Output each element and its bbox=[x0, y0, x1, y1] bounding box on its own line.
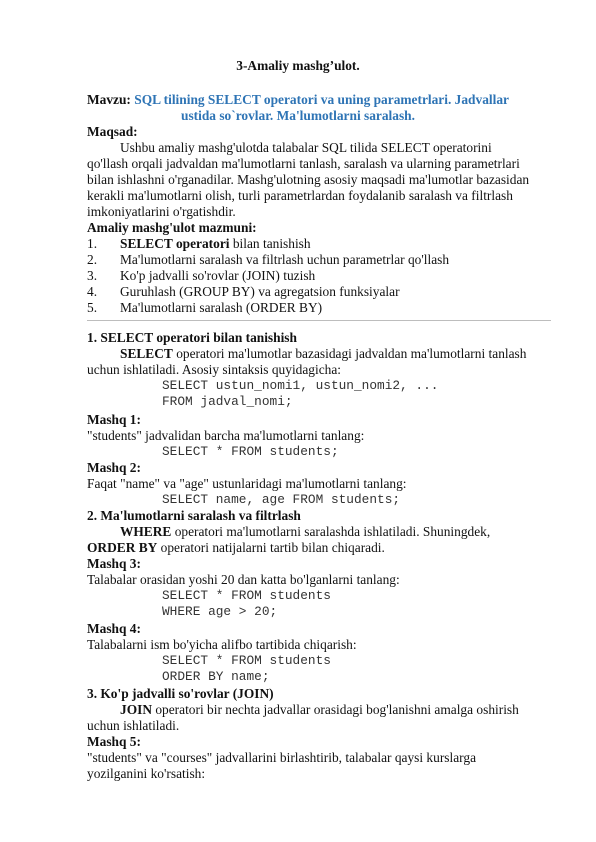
code-line: WHERE age > 20; bbox=[162, 604, 278, 619]
section-3-heading: 3. Ko'p jadvalli so'rovlar (JOIN) bbox=[87, 686, 274, 701]
topic-text-1: SQL tilining SELECT operatori va uning parametrlari. Jadvallar bbox=[134, 92, 509, 107]
exercise-3-text: Talabalar orasidan yoshi 20 dan katta bo'lganlarni tanlang: bbox=[87, 572, 400, 587]
exercise-4-text: Talabalarni ism bo'yicha alifbo tartibida chiqarish: bbox=[87, 637, 357, 652]
exercise-1-text: "students" jadvalidan barcha ma'lumotlarni tanlang: bbox=[87, 428, 365, 443]
code-line: SELECT ustun_nomi1, ustun_nomi2, ... bbox=[162, 378, 439, 393]
exercise-5-heading: Mashq 5: bbox=[87, 734, 141, 749]
goal-heading: Maqsad: bbox=[87, 124, 138, 139]
goal-line-5: imkoniyatlarini o'rgatishdir. bbox=[87, 204, 236, 219]
exercise-5-text-2: yozilganini ko'rsatish: bbox=[87, 766, 206, 781]
code-line: SELECT * FROM students; bbox=[162, 444, 339, 459]
section-1-heading: 1. SELECT operatori bilan tanishish bbox=[87, 330, 297, 345]
content-heading: Amaliy mashg'ulot mazmuni: bbox=[87, 220, 257, 235]
code-line: FROM jadval_nomi; bbox=[162, 394, 293, 409]
exercise-4-heading: Mashq 4: bbox=[87, 621, 141, 636]
code-line: SELECT name, age FROM students; bbox=[162, 492, 401, 507]
code-line: SELECT * FROM students bbox=[162, 653, 331, 668]
section-divider bbox=[87, 320, 551, 321]
topic-text-2: ustida so`rovlar. Ma'lumotlarni saralash. bbox=[181, 108, 415, 123]
section-3-paragraph-line-2: uchun ishlatiladi. bbox=[87, 718, 180, 733]
section-3-paragraph: JOIN operatori bir nechta jadvallar orasidagi bog'lanishni amalga oshirish bbox=[120, 702, 519, 717]
page-title: 3-Amaliy mashg’ulot. bbox=[236, 58, 360, 73]
section-2-paragraph-line-2: ORDER BY operatori natijalarni tartib bilan chiqaradi. bbox=[87, 540, 385, 555]
goal-line-1: Ushbu amaliy mashg'ulotda talabalar SQL tilida SELECT operatorini bbox=[120, 140, 492, 155]
document-page: 3-Amaliy mashg’ulot. Mavzu: SQL tilining SELECT operatori va uning parametrlari. Jadvallar ustida so`rovlar. Ma'lumotlarni saralash. Maqsad: Ushbu amaliy mashg'ulotda talabalar SQL tilida SELECT operatorini qo'llash orqali jadvaldan ma'lumotlarni tanlash, saralash va ularning parametrlari bilan ishlashni o'rganadilar. Mashg'ulotning asosiy maqsadi ma'lumotlar bazasidan kerakli ma'lumotlarni olish, turli parametrlardan foydalanib saralash va filtrlash imkoniyatlarini o'rgatishdir. Amaliy mashg'ulot mazmuni: 1. SELECT operatori bilan tanishish 2. Ma'lumotlarni saralash va filtrlash uchun parametrlar qo'llash 3. Ko'p jadvalli so'rovlar (JOIN) tuzish 4. Guruhlash (GROUP BY) va agregatsion funksiyalar 5. Ma'lumotlarni saralash (ORDER BY) 1. SELECT operatori bilan tanishish SELECT operatori ma'lumotlar bazasidagi jadvaldan ma'lumotlarni tanlash uchun ishlatiladi. Asosiy sintaksis quyidagicha: SELECT ustun_nomi1, ustun_nomi2, ... FROM jadval_nomi; Mashq 1: "students" jadvalidan barcha ma'lumotlarni tanlang: SELECT * FROM students; Mashq 2: Faqat "name" va "age" ustunlaridagi ma'lumotlarni tanlang: SELECT name, age FROM students; 2. Ma'lumotlarni saralash va filtrlash WHERE operatori ma'lumotlarni saralashda ishlatiladi. Shuningdek, ORDER BY operatori natijalarni tartib bilan chiqaradi. Mashq 3: Talabalar orasidan yoshi 20 dan katta bo'lganlarni tanlang: SELECT * FROM students WHERE age > 20; Mashq 4: Talabalarni ism bo'yicha alifbo tartibida chiqarish: SELECT * FROM students ORDER BY name; 3. Ko'p jadvalli so'rovlar (JOIN) JOIN operatori bir nechta jadvallar orasidagi bog'lanishni amalga oshirish uchun ishlatiladi. Mashq 5: "students" va "courses" jadvallarini birlashtirib, talabalar qaysi kurslarga yozilganini ko'rsatish: bbox=[0, 0, 596, 842]
goal-line-2: qo'llash orqali jadvaldan ma'lumotlarni tanlash, saralash va ularning parametrlari bbox=[87, 156, 520, 171]
goal-line-4: kerakli ma'lumotlarni olish, turli parametrlardan foydalanib saralash va filtrlash bbox=[87, 188, 513, 203]
exercise-1-heading: Mashq 1: bbox=[87, 412, 141, 427]
code-line: SELECT * FROM students bbox=[162, 588, 331, 603]
section-2-heading: 2. Ma'lumotlarni saralash va filtrlash bbox=[87, 508, 301, 523]
exercise-2-text: Faqat "name" va "age" ustunlaridagi ma'lumotlarni tanlang: bbox=[87, 476, 407, 491]
code-line: ORDER BY name; bbox=[162, 669, 270, 684]
goal-line-3: bilan ishlashni o'rganadilar. Mashg'ulotning asosiy maqsadi ma'lumotlar bazasidan bbox=[87, 172, 530, 187]
section-2-paragraph: WHERE operatori ma'lumotlarni saralashda ishlatiladi. Shuningdek, bbox=[120, 524, 491, 539]
exercise-5-text-1: "students" va "courses" jadvallarini birlashtirib, talabalar qaysi kurslarga bbox=[87, 750, 477, 765]
section-1-paragraph: SELECT operatori ma'lumotlar bazasidagi jadvaldan ma'lumotlarni tanlash bbox=[120, 346, 527, 361]
section-1-paragraph-line-2: uchun ishlatiladi. Asosiy sintaksis quyidagicha: bbox=[87, 362, 342, 377]
topic-line-1 bbox=[0, 92, 596, 108]
exercise-3-heading: Mashq 3: bbox=[87, 556, 141, 571]
topic-label: Mavzu: bbox=[87, 92, 131, 107]
exercise-2-heading: Mashq 2: bbox=[87, 460, 141, 475]
